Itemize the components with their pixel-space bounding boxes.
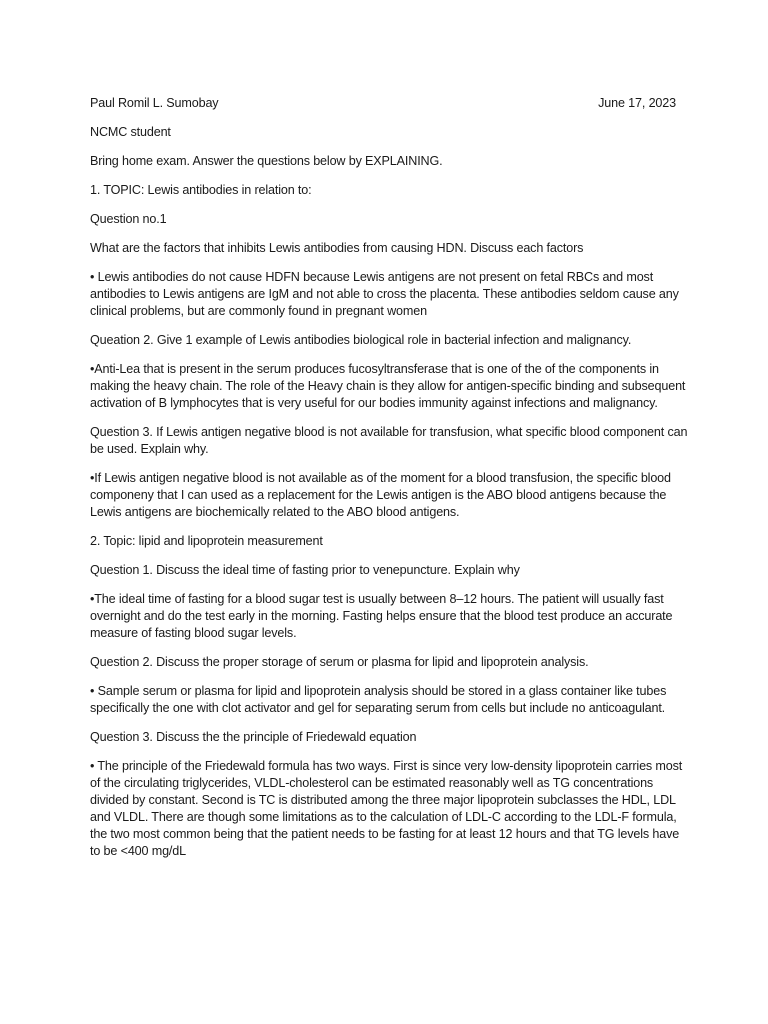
topic-2-answer-2: • Sample serum or plasma for lipid and lipoprotein analysis should be stored in a glass container like tubes specifically the one with clot activator and gel for separating serum from cells but include no anticoagulant. (90, 684, 667, 715)
topic-2-question-1: Question 1. Discuss the ideal time of fasting prior to venepuncture. Explain why (90, 563, 520, 577)
topic-1-title: 1. TOPIC: Lewis antibodies in relation to: (90, 183, 312, 197)
topic-2-answer-3: • The principle of the Friedewald formula has two ways. First is since very low-density lipoprotein carries most of the circulating triglycerides, VLDL-cholesterol can be estimated reasonably well as TG concentrations divided by constant. Second is TC is distributed among the three major lipoprotein subclasses the HDL, LDL and VLDL. There are though some limitations as to the calculation of LDL-C according to the LDL-F formula, the two most common being that the patient needs to be fasting for at least 12 hours and that TG levels have to be <400 mg/dL (90, 759, 683, 858)
topic-1-answer-3: •If Lewis antigen negative blood is not available as of the moment for a blood transfusion, the specific blood componeny that I can used as a replacement for the Lewis antigen is the ABO blood antigens because the Lewis antigens are biochemically related to the ABO blood antigens. (90, 471, 671, 519)
exam-intro: Bring home exam. Answer the questions below by EXPLAINING. (90, 154, 443, 168)
author-name: Paul Romil L. Sumobay (90, 96, 219, 110)
header-row (90, 95, 690, 112)
topic-1-question-3: Question 3. If Lewis antigen negative blood is not available for transfusion, what specific blood component can be used. Explain why. (90, 425, 688, 456)
topic-2-title: 2. Topic: lipid and lipoprotein measurement (90, 534, 323, 548)
topic-2-question-2: Question 2. Discuss the proper storage of serum or plasma for lipid and lipoprotein analysis. (90, 655, 589, 669)
author-role: NCMC student (90, 125, 171, 139)
document-page (90, 95, 690, 860)
topic-2-question-3: Question 3. Discuss the the principle of Friedewald equation (90, 730, 417, 744)
topic-1-answer-2: •Anti-Lea that is present in the serum produces fucosyltransferase that is one of the of the components in making the heavy chain. The role of the Heavy chain is they allow for antigen-specific binding and subsequent activation of B lymphocytes that is very useful for our bodies immunity against infections and malignancy. (90, 362, 686, 410)
topic-1-question-2: Queation 2. Give 1 example of Lewis antibodies biological role in bacterial infection and malignancy. (90, 333, 632, 347)
topic-1-question-1-label: Question no.1 (90, 212, 167, 226)
document-date: June 17, 2023 (598, 96, 676, 110)
topic-2-answer-1: •The ideal time of fasting for a blood sugar test is usually between 8–12 hours. The patient will usually fast overnight and do the test early in the morning. Fasting helps ensure that the blood test produce an accurate measure of fasting blood sugar levels. (90, 592, 673, 640)
topic-1-answer-1: • Lewis antibodies do not cause HDFN because Lewis antigens are not present on fetal RBCs and most antibodies to Lewis antigens are IgM and not able to cross the placenta. These antibodies seldom cause any clinical problems, but are commonly found in pregnant women (90, 270, 679, 318)
topic-1-question-1: What are the factors that inhibits Lewis antibodies from causing HDN. Discuss each factors (90, 241, 584, 255)
